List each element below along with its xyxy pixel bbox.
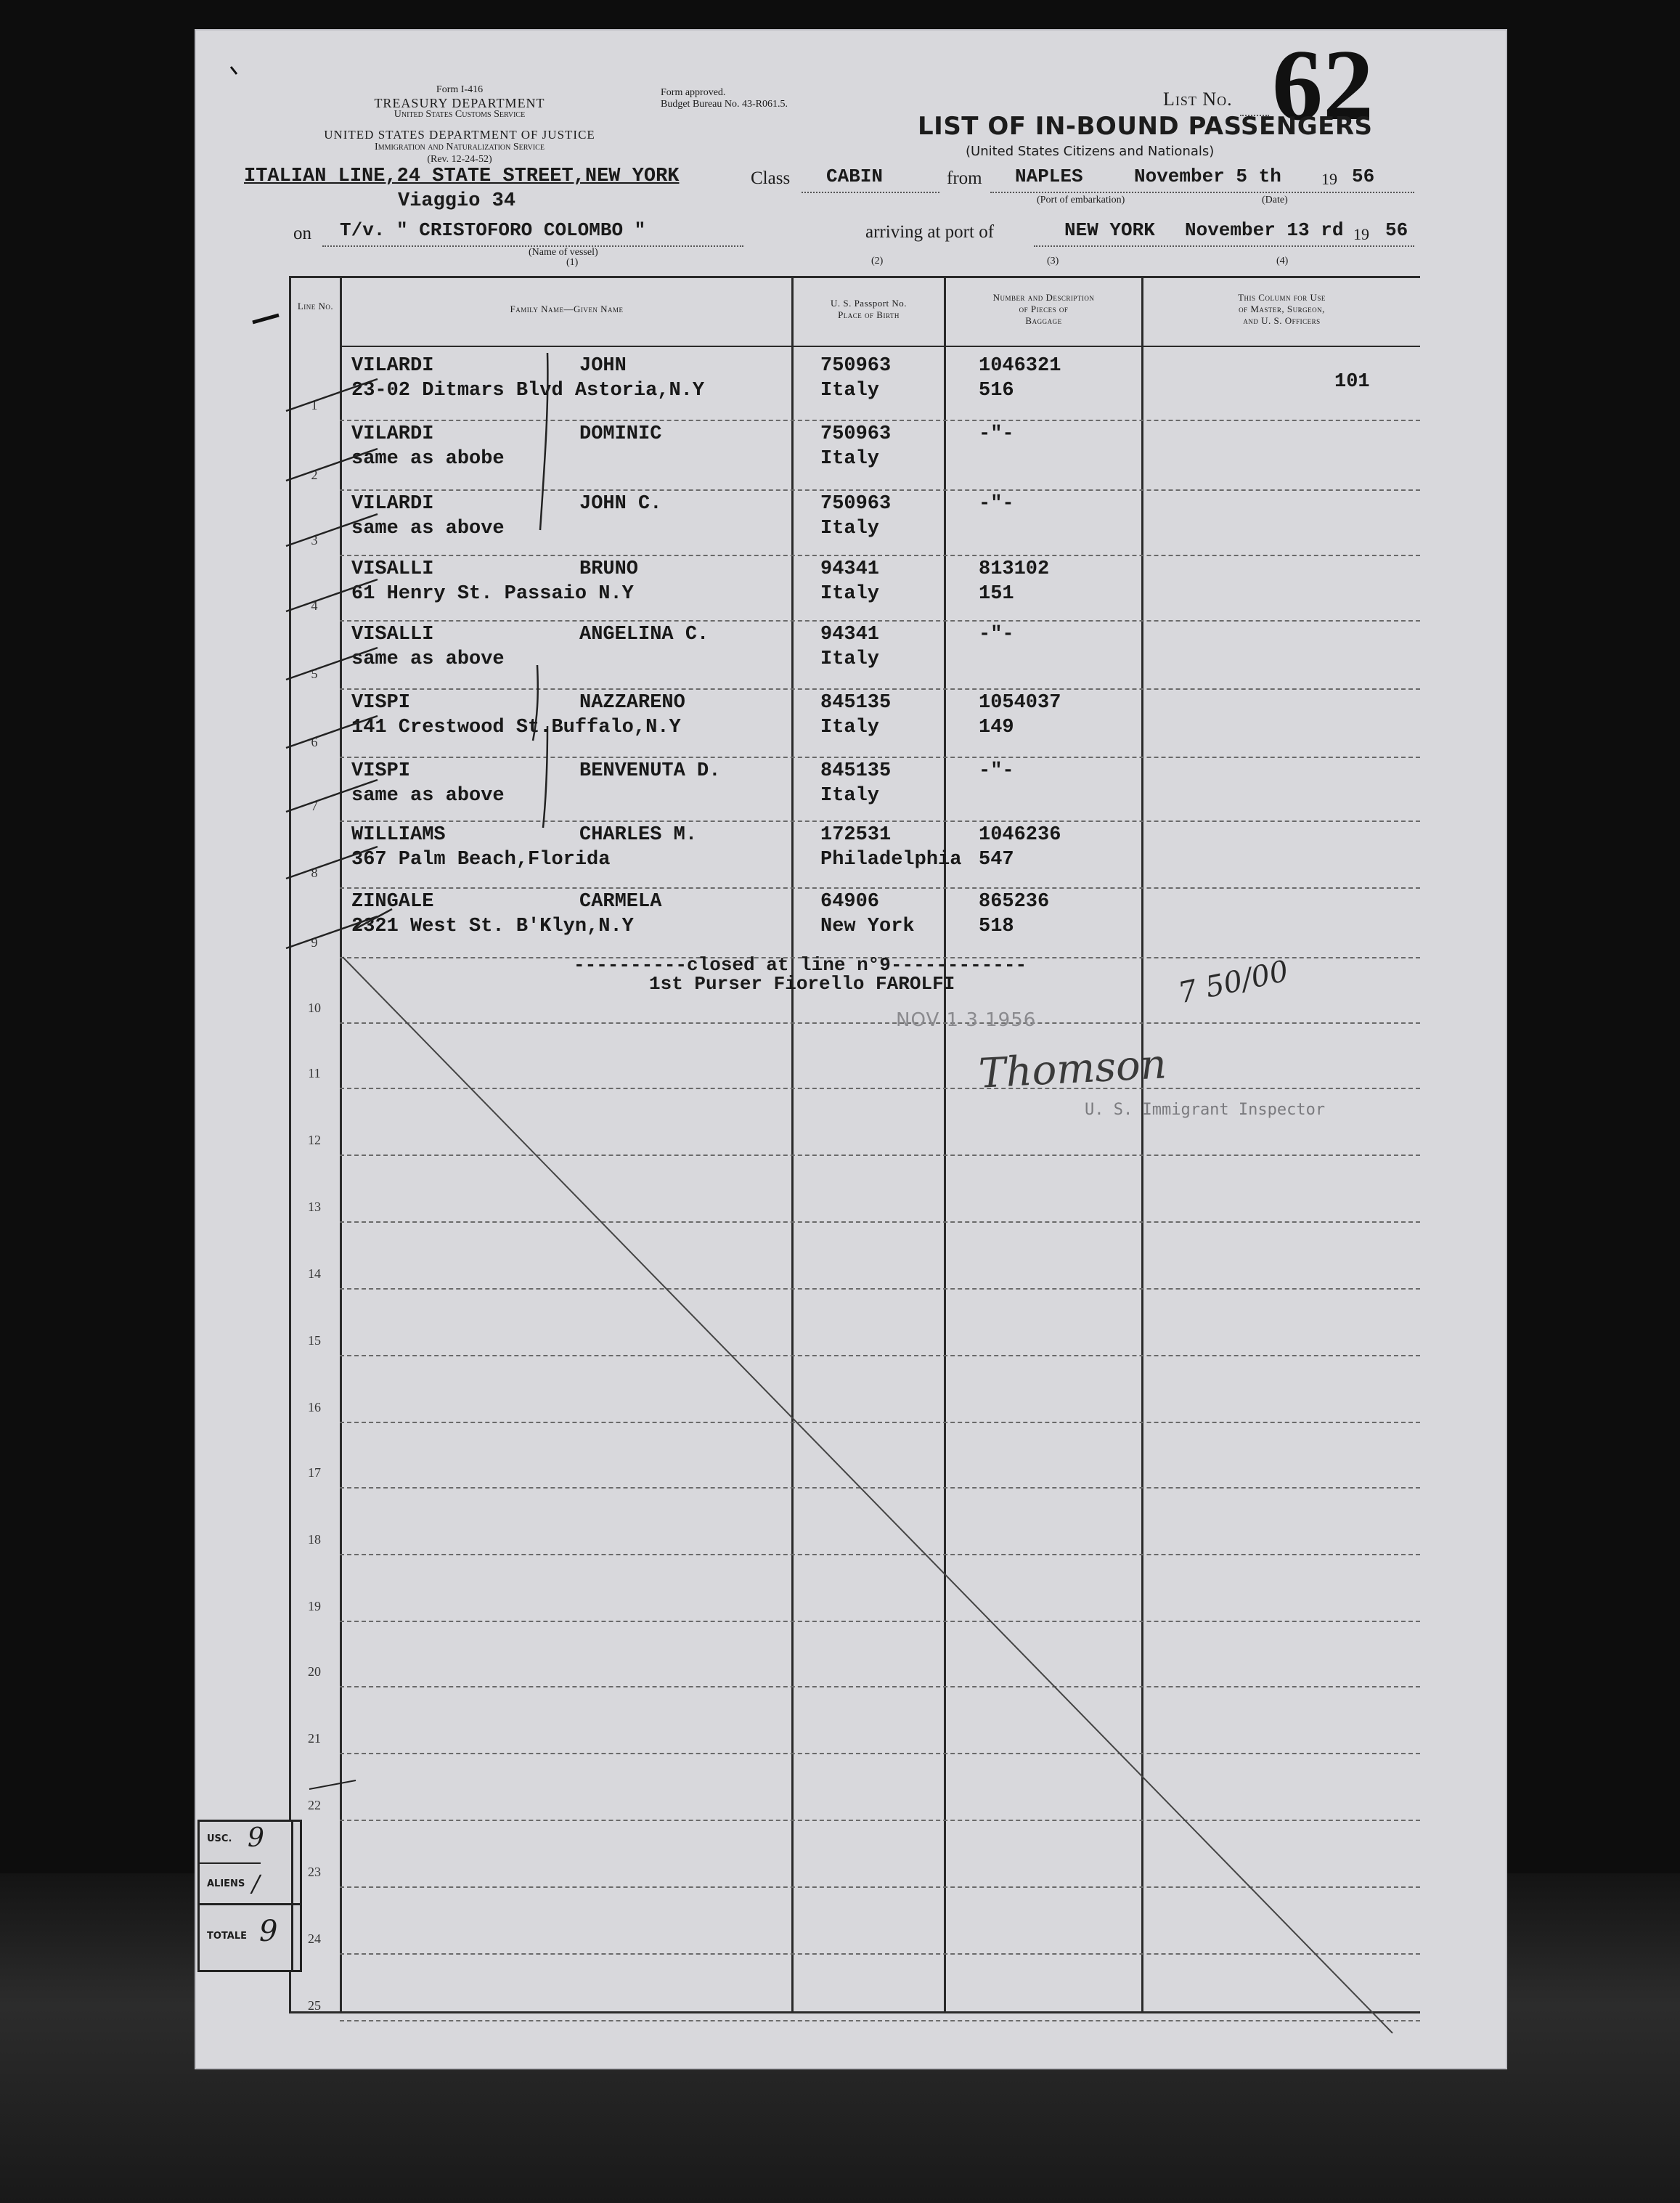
passenger-given-name: DOMINIC — [579, 423, 662, 445]
passenger-family-name: VILARDI — [351, 493, 434, 515]
passport-number: 64906 — [820, 891, 880, 913]
line-number: 1 — [311, 398, 318, 412]
check-tick — [286, 780, 378, 812]
passenger-address: same as abobe — [351, 448, 505, 470]
year-prefix-1: 19 — [1321, 170, 1337, 188]
passenger-family-name: VISALLI — [351, 624, 434, 646]
arrival-year: 56 — [1385, 219, 1408, 241]
line-number: 22 — [308, 1798, 321, 1812]
check-tick — [286, 648, 378, 680]
check-tick — [286, 579, 378, 611]
inspector-signature: Thomson — [977, 1041, 1168, 1098]
line-number: 2 — [311, 468, 318, 482]
baggage-count: -"- — [979, 493, 1014, 515]
arrival-date-stamp: NOV 1 3 1956 — [896, 1009, 1037, 1031]
manifest-page — [195, 29, 1507, 2069]
on-label: on — [293, 224, 311, 243]
line-number: 16 — [308, 1400, 321, 1414]
line-number: 7 — [311, 799, 318, 813]
vessel-caption: (Name of vessel) — [529, 247, 598, 258]
line-number: 11 — [308, 1066, 321, 1080]
line-number: 19 — [308, 1599, 321, 1613]
purser-name: 1st Purser Fiorello FAROLFI — [649, 973, 955, 995]
baggage-description: 151 — [979, 583, 1014, 605]
year-prefix-2: 19 — [1353, 225, 1369, 243]
col-header-passport: U. S. Passport No. — [830, 298, 908, 309]
check-tick — [286, 449, 378, 481]
place-of-birth: Italy — [820, 583, 880, 605]
passenger-address: 2321 West St. B'Klyn,N.Y — [351, 916, 634, 937]
column-number-4: (4) — [1276, 256, 1289, 266]
col-header-name: Family Name—Given Name — [510, 304, 624, 314]
passenger-given-name: ANGELINA C. — [579, 624, 709, 646]
check-tick — [286, 847, 378, 879]
arriving-label: arriving at port of — [865, 222, 995, 242]
total-count: 9 — [259, 1915, 278, 1948]
col-header-officers-1: This Column for Use — [1238, 292, 1326, 303]
baggage-description: 149 — [979, 717, 1014, 738]
line-number: 24 — [308, 1931, 321, 1946]
line-number: 18 — [308, 1532, 321, 1547]
passenger-family-name: VISPI — [351, 760, 411, 782]
line-number: 8 — [311, 866, 318, 880]
passenger-address: 23-02 Ditmars Blvd Astoria,N.Y — [351, 380, 705, 402]
pen-marks — [195, 29, 1507, 2069]
officer-note: 101 — [1334, 371, 1370, 393]
aliens-label: ALIENS — [207, 1878, 245, 1889]
tally-box — [197, 1820, 302, 1972]
line-number: 4 — [311, 598, 318, 613]
line-number: 21 — [308, 1731, 321, 1746]
embarkation-date: November 5 th — [1134, 166, 1281, 187]
col-header-line: Line No. — [297, 301, 334, 311]
place-of-birth: Italy — [820, 380, 880, 402]
diagonal-cancel-line — [343, 954, 1392, 2033]
usc-count: 9 — [248, 1823, 264, 1853]
embarkation-year: 56 — [1352, 166, 1375, 187]
justice-department: UNITED STATES DEPARTMENT OF JUSTICE — [324, 128, 595, 142]
port-of-embarkation: NAPLES — [1015, 166, 1083, 187]
aliens-count: / — [252, 1870, 260, 1897]
passenger-given-name: BRUNO — [579, 558, 639, 580]
passenger-address: 141 Crestwood St.Buffalo,N.Y — [351, 717, 681, 738]
line-number: 3 — [311, 533, 318, 547]
column-number-3: (3) — [1047, 256, 1059, 266]
passenger-family-name: ZINGALE — [351, 891, 434, 913]
form-revision: (Rev. 12-24-52) — [427, 154, 492, 165]
place-of-birth: Italy — [820, 785, 880, 807]
passport-number: 94341 — [820, 624, 880, 646]
passport-number: 845135 — [820, 692, 892, 714]
passport-number: 750963 — [820, 493, 892, 515]
line-number: 12 — [308, 1133, 321, 1147]
place-of-birth: Italy — [820, 648, 880, 670]
from-label: from — [947, 168, 982, 188]
check-tick — [286, 716, 378, 748]
form-approved: Form approved. — [661, 87, 726, 98]
line-number: 10 — [308, 1001, 321, 1015]
shipping-company: ITALIAN LINE,24 STATE STREET,NEW YORK — [244, 166, 680, 187]
place-of-birth: New York — [820, 916, 915, 937]
passenger-given-name: BENVENUTA D. — [579, 760, 721, 782]
passport-number: 750963 — [820, 423, 892, 445]
baggage-description: 547 — [979, 849, 1014, 871]
total-label: TOTALE — [207, 1931, 248, 1942]
passenger-family-name: VILARDI — [351, 423, 434, 445]
place-of-birth: Italy — [820, 518, 880, 539]
check-tick — [286, 916, 378, 948]
baggage-count: 865236 — [979, 891, 1050, 913]
passenger-given-name: CHARLES M. — [579, 824, 698, 846]
usc-label: USC. — [207, 1833, 232, 1844]
customs-service: United States Customs Service — [394, 109, 526, 120]
baggage-description: 518 — [979, 916, 1014, 937]
closed-at-line-note: ----------closed at line n°9------------ — [574, 954, 1027, 976]
baggage-count: -"- — [979, 624, 1014, 646]
line-number: 25 — [308, 1998, 321, 2013]
arrival-port: NEW YORK — [1064, 219, 1155, 241]
document-title: LIST OF IN-BOUND PASSENGERS — [918, 112, 1373, 141]
passenger-address: same as above — [351, 785, 505, 807]
arrival-date: November 13 rd — [1185, 219, 1344, 241]
place-of-birth: Philadelphia — [820, 849, 962, 871]
list-number: 62 — [1272, 29, 1374, 142]
passenger-address: same as above — [351, 518, 505, 539]
line-number: 6 — [311, 735, 318, 749]
passenger-address: 61 Henry St. Passaio N.Y — [351, 583, 634, 605]
passenger-given-name: NAZZARENO — [579, 692, 685, 714]
document-subtitle: (United States Citizens and Nationals) — [966, 144, 1215, 159]
check-tick — [286, 379, 378, 411]
passenger-given-name: CARMELA — [579, 891, 662, 913]
col-header-officers-3: and U. S. Officers — [1243, 315, 1321, 326]
passenger-address: 367 Palm Beach,Florida — [351, 849, 611, 871]
baggage-count: -"- — [979, 423, 1014, 445]
line-number: 14 — [308, 1266, 321, 1281]
line-number: 9 — [311, 935, 318, 950]
line-number: 5 — [311, 667, 318, 681]
passenger-family-name: WILLIAMS — [351, 824, 446, 846]
line-number: 17 — [308, 1465, 321, 1480]
column-number-2: (2) — [871, 256, 884, 266]
col-header-baggage-2: of Pieces of — [1019, 304, 1069, 314]
place-of-birth: Italy — [820, 448, 880, 470]
voyage-number: Viaggio 34 — [398, 190, 516, 212]
passport-number: 94341 — [820, 558, 880, 580]
baggage-count: 813102 — [979, 558, 1050, 580]
baggage-description: 516 — [979, 380, 1014, 402]
col-header-baggage-3: Baggage — [1025, 315, 1062, 326]
line-number: 13 — [308, 1200, 321, 1214]
col-header-baggage-1: Number and Description — [992, 292, 1095, 303]
baggage-count: 1046321 — [979, 355, 1061, 377]
list-label: List No. — [1163, 89, 1233, 110]
ins-service: Immigration and Naturalization Service — [375, 142, 545, 152]
passenger-given-name: JOHN C. — [579, 493, 662, 515]
col-header-officers-2: of Master, Surgeon, — [1239, 304, 1325, 314]
passport-number: 845135 — [820, 760, 892, 782]
vessel-column-number: (1) — [566, 257, 579, 268]
baggage-count: 1054037 — [979, 692, 1061, 714]
place-of-birth: Italy — [820, 717, 880, 738]
passenger-family-name: VISALLI — [351, 558, 434, 580]
passenger-family-name: VILARDI — [351, 355, 434, 377]
handwritten-note: 7 50/00 — [1175, 954, 1292, 1011]
passenger-given-name: JOHN — [579, 355, 627, 377]
class-value: CABIN — [826, 166, 884, 187]
inspector-stamp: U. S. Immigrant Inspector — [1085, 1101, 1326, 1119]
port-caption: (Port of embarkation) — [1037, 195, 1125, 205]
passenger-address: same as above — [351, 648, 505, 670]
vessel-name: T/v. " CRISTOFORO COLOMBO " — [340, 219, 646, 241]
passport-number: 172531 — [820, 824, 892, 846]
passenger-family-name: VISPI — [351, 692, 411, 714]
treasury-department: TREASURY DEPARTMENT — [374, 96, 545, 110]
line-number: 20 — [308, 1664, 321, 1679]
passport-number: 750963 — [820, 355, 892, 377]
line-number: 15 — [308, 1333, 321, 1348]
check-tick — [286, 514, 378, 546]
baggage-count: -"- — [979, 760, 1014, 782]
budget-bureau: Budget Bureau No. 43-R061.5. — [661, 99, 788, 110]
line-number: 23 — [308, 1865, 321, 1879]
class-label: Class — [751, 168, 791, 188]
baggage-count: 1046236 — [979, 824, 1061, 846]
col-header-birthplace: Place of Birth — [838, 309, 900, 320]
date-caption: (Date) — [1262, 195, 1288, 205]
form-number: Form I-416 — [436, 84, 484, 95]
